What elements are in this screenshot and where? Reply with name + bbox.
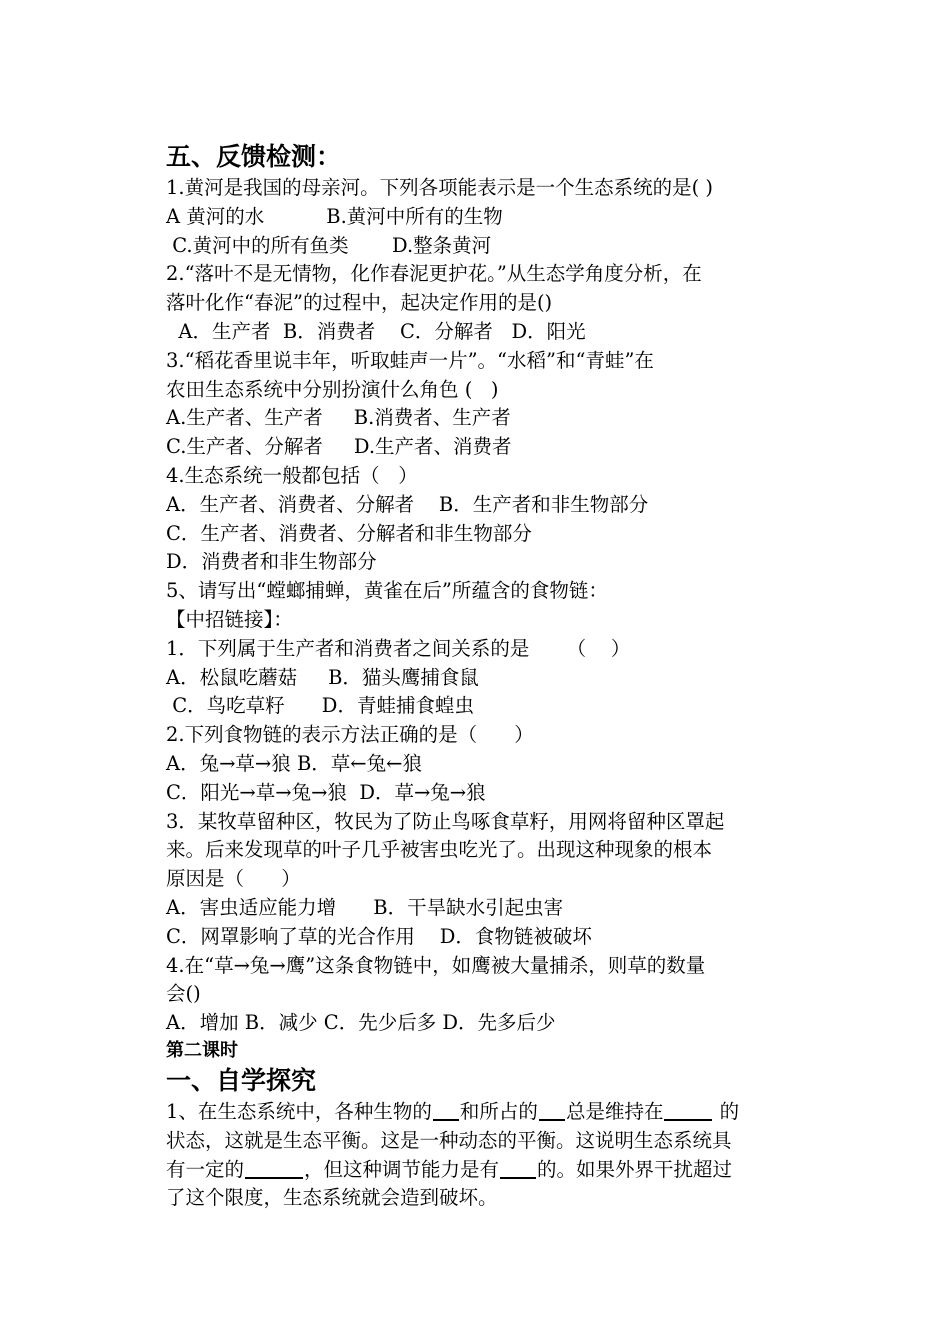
lesson-title: 第二课时 <box>166 1039 238 1061</box>
text-line: 农田生态系统中分别扮演什么角色 ( ) <box>166 377 499 401</box>
text-line: A．生产者、消费者、分解者 B．生产者和非生物部分 <box>166 492 649 516</box>
text-line: C．网罩影响了草的光合作用 D．食物链被破坏 <box>166 924 592 948</box>
text-fragment: 1、在生态系统中，各种生物的 <box>166 1099 432 1123</box>
section-heading-feedback: 五、反馈检测： <box>166 142 342 171</box>
text-line <box>166 1098 788 1127</box>
text-line: C．鸟吃草籽 D．青蛙捕食蝗虫 <box>166 694 474 718</box>
text-line: 1.黄河是我国的母亲河。下列各项能表示是一个生态系统的是( ) <box>166 176 714 199</box>
text-line: C.生产者、分解者 D.生产者、消费者 <box>166 435 512 459</box>
text-line <box>166 1156 788 1185</box>
text-line: A．兔→草→狼 B．草←兔←狼 <box>166 751 422 775</box>
fill-blank <box>500 1157 536 1179</box>
self-study-paragraph <box>166 1098 788 1213</box>
text-line: 4.生态系统一般都包括（ ） <box>166 463 418 487</box>
fill-blank <box>664 1099 712 1121</box>
fill-blank <box>539 1099 565 1121</box>
text-fragment: ，但这种调节能力是有 <box>304 1157 500 1181</box>
text-line: 来。后来发现草的叶子几乎被害虫吃光了。出现这种现象的根本 <box>166 838 713 862</box>
text-line: 了这个限度，生态系统就会造到破坏。 <box>166 1186 498 1210</box>
feedback-questions <box>166 174 788 1038</box>
text-line: 4.在“草→兔→鹰”这条食物链中，如鹰被大量捕杀，则草的数量 <box>166 953 706 977</box>
text-line: 【中招链接】： <box>166 607 293 631</box>
text-line: 会() <box>166 982 201 1006</box>
text-fragment: 和所占的 <box>459 1099 538 1123</box>
text-line: C．生产者、消费者、分解者和非生物部分 <box>166 521 532 545</box>
text-line: 5、请写出“螳螂捕蝉，黄雀在后”所蕴含的食物链： <box>166 579 608 603</box>
text-line: A．松鼠吃蘑菇 B．猫头鹰捕食鼠 <box>166 665 479 689</box>
text-line: 2.下列食物链的表示方法正确的是（ ） <box>166 723 534 747</box>
fill-blank <box>433 1099 459 1121</box>
text-line: A．生产者 B．消费者 C．分解者 D．阳光 <box>166 319 586 343</box>
text-line: 1．下列属于生产者和消费者之间关系的是 （ ） <box>166 636 631 660</box>
text-fragment: 总是维持在 <box>565 1099 664 1123</box>
text-line: 3.“稻花香里说丰年，听取蛙声一片”。“水稻”和“青蛙”在 <box>166 348 654 372</box>
text-line: A．增加 B．减少 C．先少后多 D．先多后少 <box>166 1011 556 1035</box>
document-page <box>166 140 788 1213</box>
text-line: A.生产者、生产者 B.消费者、生产者 <box>166 406 511 430</box>
text-fragment: 的。如果外界干扰超过 <box>537 1157 733 1181</box>
text-line: 3．某牧草留种区，牧民为了防止鸟啄食草籽，用网将留种区罩起 <box>166 809 725 833</box>
fill-blank <box>245 1157 303 1179</box>
text-line: C.黄河中的所有鱼类 D.整条黄河 <box>166 233 492 257</box>
text-fragment: 有一定的 <box>166 1157 245 1181</box>
section-heading-self-study: 一、自学探究 <box>166 1065 317 1095</box>
text-line: D．消费者和非生物部分 <box>166 550 377 574</box>
text-line: A 黄河的水 B.黄河中所有的生物 <box>166 204 503 228</box>
text-line: A．害虫适应能力增 B．干旱缺水引起虫害 <box>166 895 564 919</box>
text-line: 落叶化作“春泥”的过程中，起决定作用的是() <box>166 291 553 315</box>
text-line: 原因是（ ） <box>166 867 301 891</box>
text-fragment: 的 <box>713 1099 740 1123</box>
text-line: C．阳光→草→兔→狼 D．草→兔→狼 <box>166 780 486 804</box>
text-line: 状态，这就是生态平衡。这是一种动态的平衡。这说明生态系统具 <box>166 1128 732 1152</box>
text-line: 2.“落叶不是无情物，化作春泥更护花。”从生态学角度分析，在 <box>166 262 702 286</box>
